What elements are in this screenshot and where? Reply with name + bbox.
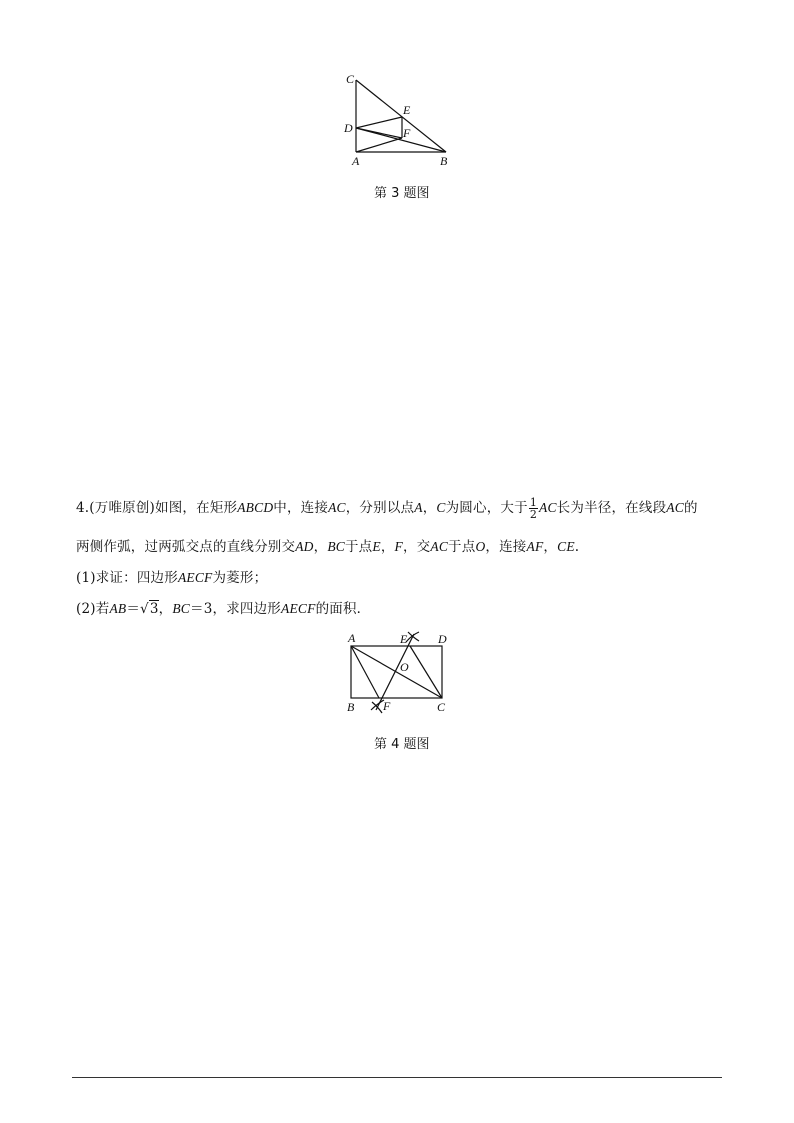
label-c: C <box>437 700 446 714</box>
segment-ce <box>410 646 442 698</box>
segment-cb <box>356 80 446 152</box>
label-a: A <box>352 154 360 168</box>
text: 为菱形； <box>212 570 268 586</box>
sqrt-radicand: 3 <box>149 601 159 617</box>
text: 于点 <box>448 539 476 555</box>
text: ，连接 <box>485 539 527 555</box>
text: 长为半径，在线段 <box>556 500 667 516</box>
problem-4-part-2 <box>76 597 370 617</box>
sqrt-expression <box>140 601 159 617</box>
segment-af <box>356 138 402 152</box>
text: ＝3，求四边形 <box>190 601 282 617</box>
figure-3-caption: 第 3 题图 <box>374 186 430 201</box>
text: ＝ <box>126 601 141 617</box>
math-a: A <box>414 500 423 515</box>
text: ， <box>380 539 395 555</box>
text: ， <box>422 500 437 516</box>
label-b: B <box>440 154 448 168</box>
text: 于点 <box>344 539 373 555</box>
math-ce: CE <box>557 539 575 554</box>
math-bc: BC <box>327 539 345 554</box>
label-e: E <box>400 632 408 646</box>
text: ， <box>158 601 173 617</box>
sqrt-sign: √ <box>140 601 149 617</box>
label-b: B <box>347 700 355 714</box>
math-ac: AC <box>328 500 346 515</box>
figure-4-diagram <box>340 628 460 720</box>
math-ac: AC <box>666 500 684 515</box>
math-c: C <box>436 500 446 515</box>
problem-4-part-1 <box>76 566 267 586</box>
label-a: A <box>348 631 356 645</box>
label-f: F <box>403 126 411 140</box>
math-ab: AB <box>109 601 127 616</box>
math-af: AF <box>526 539 544 554</box>
fraction-one-half <box>529 497 538 520</box>
text: ，交 <box>402 539 431 555</box>
text: 为圆心，大于 <box>445 500 528 516</box>
math-ad: AD <box>295 539 314 554</box>
math-aecf: AECF <box>281 601 316 616</box>
math-ac: AC <box>539 500 557 515</box>
math-aecf: AECF <box>177 570 213 585</box>
text: 中，连接 <box>273 500 329 516</box>
problem-4-line-2 <box>76 535 579 555</box>
label-c: C <box>346 72 355 86</box>
fraction-denominator: 2 <box>529 508 538 521</box>
text: ，分别以点 <box>345 500 415 516</box>
label-d: D <box>438 632 447 646</box>
text: ， <box>313 539 328 555</box>
text: ， <box>543 539 558 555</box>
math-abcd: ABCD <box>237 500 274 515</box>
math-ac: AC <box>430 539 449 554</box>
label-e: E <box>403 103 411 117</box>
math-bc: BC <box>172 601 191 616</box>
text: 的 <box>683 500 698 516</box>
label-o: O <box>400 660 409 674</box>
text: (2)若 <box>76 601 110 617</box>
text: 4.(万唯原创)如图，在矩形 <box>76 500 238 516</box>
label-f: F <box>383 699 391 713</box>
math-e: E <box>372 539 381 554</box>
segment-de <box>356 117 402 128</box>
fraction-numerator: 1 <box>529 496 538 509</box>
math-o: O <box>475 539 486 554</box>
figure-4-caption: 第 4 题图 <box>374 737 430 752</box>
footer-rule <box>72 1077 722 1078</box>
text: 的面积． <box>315 601 371 617</box>
text: . <box>574 539 580 555</box>
math-f: F <box>394 539 403 554</box>
text: 两侧作弧，过两弧交点的直线分别交 <box>76 539 296 555</box>
problem-4-line-1 <box>76 496 698 520</box>
figure-3-diagram <box>340 70 460 170</box>
text: (1)求证：四边形 <box>76 570 178 586</box>
label-d: D <box>344 121 353 135</box>
